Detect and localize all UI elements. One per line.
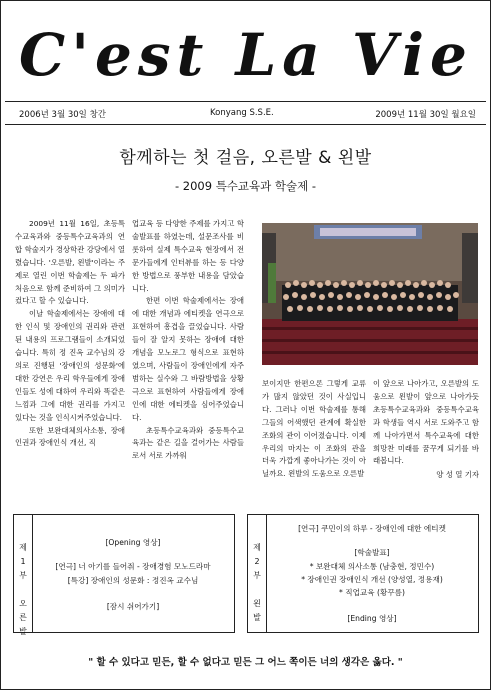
part2-section-title: [학술발표] [354,548,390,557]
closing-quote: " 할 수 있다고 믿든, 할 수 없다고 믿든 그 어느 쪽이든 너의 생각은 옳다. " [88,657,403,668]
paragraph: 초등특수교육과와 중등특수교육과는 같은 길을 걸어가는 사람들로서 서로 가까워 [132,425,244,461]
masthead [1,1,490,101]
article-column-4 [373,378,479,482]
publisher-name: Konyang S.S.E. [210,108,274,118]
part2-ending: [Ending 영상] [347,614,397,623]
part1-opening: [Opening 영상] [105,538,161,547]
article-column-3 [262,378,366,481]
part2-talk: * 보완대체 의사소통 (남충현, 정민수) [309,562,435,571]
article-column-1 [15,218,125,450]
founded-date: 2006년 3월 30일 창간 [19,110,107,120]
paragraph: 또한 보완대체의사소통, 장애인권과 장애인식 개선, 직 [15,425,125,448]
issue-date: 2009년 11월 30일 월요일 [375,110,476,120]
article-column-2 [132,218,244,463]
paragraph: 이 앞으로 나아가고, 오른발의 도움으로 왼발이 앞으로 나아가듯 초등특수교육과와 중등특수교육과 학생들 역시 서로 도와주고 함께 나아가면서 특수교육에 대한 희망찬 미래를 꿈꾸게 되기를 바래봅니다. [373,379,479,466]
part1-item-lecture: [특강] 장애인의 성문화 : 정진옥 교수님 [67,576,199,585]
part1-break: [잠시 쉬어가기] [106,602,160,611]
paragraph: 2009년 11월 16일, 초등특수교육과와 중등특수교육과의 연합 학술지가 경상학관 강당에서 열렸습니다. '오른발, 왼발'이라는 주제로 열린 이번 학술제는 두 파가 처음으로 함께 준비하여 그 의미가 컸다고 할 수 있습니다. [15,219,125,306]
paragraph: 한편 이번 학술제에서는 장애에 대한 개념과 에티켓을 연극으로 표현하여 흥겹을 끌었습니다. 사람들이 잘 알지 못하는 장애에 대한 개념을 모노로그 형식으로 표현하였으며, 사람들이 장애인에게 자주 범하는 실수와 그 바람방법을 상황극으로 표현하여 사람들에게 장애인에 대한 에티켓을 심어주었습니다. [132,296,244,422]
part2-talk: * 직업교육 (황꾸름) [339,588,405,597]
masthead-title-art [1,1,492,101]
part2-item-play: [연극] 쿠민이의 하루 - 장애인에 대한 에티켓 [298,524,446,533]
event-photo [262,223,478,365]
part2-talk: * 장애인권 장애인식 개선 (양성열, 정용재) [301,575,443,584]
info-bar [5,101,486,125]
paragraph: 업교육 등 다양한 주제를 가지고 학술발표를 하였는데, 설문조사를 비롯하여 실제 특수교육 현장에서 전문가들에게 인터뷰를 하는 등 다양한 방법으로 풍부한 내용을 담았습니다. [132,219,244,293]
article-headline: 함께하는 첫 걸음, 오른발 & 왼발 [119,148,372,168]
program-part2-box [247,514,479,633]
part1-label: 제 1 부 오 른 발 [14,515,33,632]
part2-label: 제 2 부 왼 발 [248,515,267,632]
reporter-byline: 양 성 열 기자 [436,470,479,480]
masthead-title: C'est La Vie [19,21,473,89]
article-subheadline: - 2009 특수교육과 학술제 - [174,179,317,193]
program-part1-box [13,514,235,636]
paragraph: 보이지만 한편으론 그렇게 교류가 많지 않았던 것이 사실입니다. 그러나 이번 학술제를 통해 그들의 어색했던 관계에 확실한 조화의 관이 이어졌습니다. 이제 우리의 마지는 이 조화의 관을 더욱 가깝게 좋아나가는 것이 아닐까요. 왼발의 도움으로 오른발 [262,379,366,479]
event-photo-image [262,223,478,365]
part1-item-play: [연극] 너 아기를 들어줘 - 장애경험 모노드라마 [55,562,211,571]
paragraph: 이날 학술제에서는 장애에 대한 인식 및 장애인의 권리와 관련된 내용의 프로그램들이 소개되었습니다. 특히 정 진옥 교수님의 강의로 진행된 '장애인의 성문화'에 대한 강연은 우리 학우들에게 장애인들도 성에 대하여 우리와 똑같은 느낌과 그에 대한 권리를 가지고 있다는 것을 인식시켜주었습니다. [15,309,125,422]
